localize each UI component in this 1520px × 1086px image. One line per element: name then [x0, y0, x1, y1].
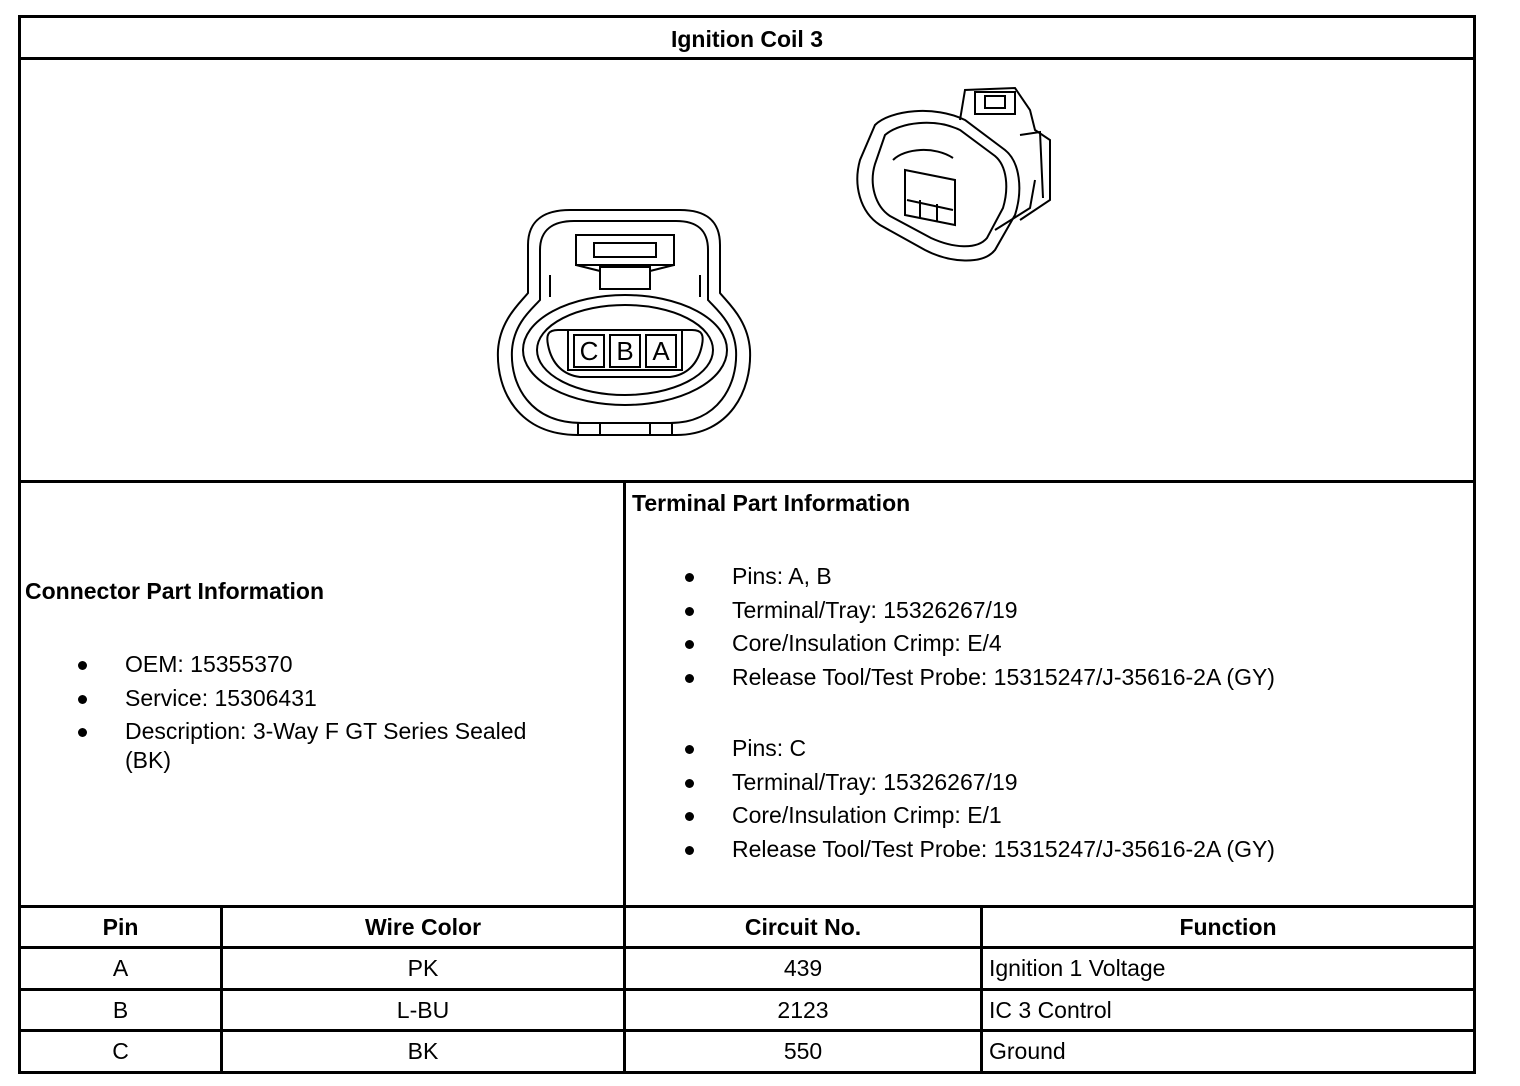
terminal-info-heading: Terminal Part Information — [632, 490, 911, 516]
list-item — [732, 799, 1275, 833]
connector-info-list — [125, 648, 526, 775]
table-row-a-wire: PK — [407, 955, 439, 981]
table-row-a-circuit: 439 — [783, 955, 823, 981]
list-item — [732, 560, 1275, 594]
list-item — [732, 661, 1275, 695]
table-row-a-pin: A — [112, 955, 129, 981]
bullet-icon — [78, 661, 87, 670]
bullet-icon — [78, 728, 87, 737]
table-row-b-pin: B — [112, 996, 129, 1023]
terminal-pins: Pins: C — [732, 735, 807, 761]
page-title: Ignition Coil 3 — [670, 26, 824, 52]
table-row-a-function: Ignition 1 Voltage — [989, 955, 1166, 981]
table-row-b-wire: L-BU — [396, 996, 450, 1023]
image-divider — [18, 480, 1476, 483]
table-row-c-pin: C — [112, 1038, 129, 1064]
list-item — [732, 594, 1275, 628]
bullet-icon — [685, 640, 694, 649]
terminal-group-2 — [732, 732, 1275, 866]
table-row-c-circuit: 550 — [783, 1038, 823, 1064]
bullet-icon — [78, 695, 87, 704]
bullet-icon — [685, 812, 694, 821]
table-header-circuit: Circuit No. — [744, 913, 862, 940]
connector-service: Service: 15306431 — [125, 684, 317, 711]
terminal-group-1 — [732, 560, 1275, 694]
list-item — [732, 732, 1275, 766]
list-item — [125, 648, 526, 682]
terminal-release-tool: Release Tool/Test Probe: 15315247/J-35616-2A (GY) — [732, 663, 1275, 690]
table-header-function: Function — [1179, 913, 1277, 940]
list-item — [125, 682, 526, 716]
list-item — [125, 715, 526, 775]
table-row-b-function: IC 3 Control — [989, 996, 1112, 1023]
connector-oem: OEM: 15355370 — [125, 651, 293, 677]
connector-face-drawing — [490, 205, 760, 440]
terminal-pins: Pins: A, B — [732, 563, 832, 589]
terminal-crimp: Core/Insulation Crimp: E/1 — [732, 802, 1002, 828]
bullet-icon — [685, 573, 694, 582]
table-row-c-function: Ground — [989, 1038, 1066, 1064]
bullet-icon — [685, 745, 694, 754]
bullet-icon — [685, 674, 694, 683]
table-header-wire-color: Wire Color — [364, 913, 482, 940]
list-item — [732, 833, 1275, 867]
bullet-icon — [685, 779, 694, 788]
table-row-c-wire: BK — [407, 1038, 439, 1064]
list-item — [732, 627, 1275, 661]
connector-info-heading: Connector Part Information — [25, 578, 325, 604]
table-header-pin: Pin — [102, 913, 139, 940]
terminal-tray: Terminal/Tray: 15326267/19 — [732, 768, 1018, 795]
face-pin-a: A — [652, 336, 670, 366]
list-item — [732, 766, 1275, 800]
connector-description: Description: 3-Way F GT Series Sealed — [125, 718, 527, 744]
connector-isometric-drawing — [845, 80, 1055, 270]
connector-description-color: (BK) — [125, 747, 171, 773]
face-pin-c: C — [579, 336, 599, 366]
terminal-tray: Terminal/Tray: 15326267/19 — [732, 596, 1018, 623]
bullet-icon — [685, 607, 694, 616]
face-pin-b: B — [616, 336, 634, 366]
bullet-icon — [685, 846, 694, 855]
terminal-release-tool: Release Tool/Test Probe: 15315247/J-35616-2A (GY) — [732, 835, 1275, 862]
table-row-b-circuit: 2123 — [777, 996, 829, 1023]
terminal-crimp: Core/Insulation Crimp: E/4 — [732, 630, 1002, 656]
